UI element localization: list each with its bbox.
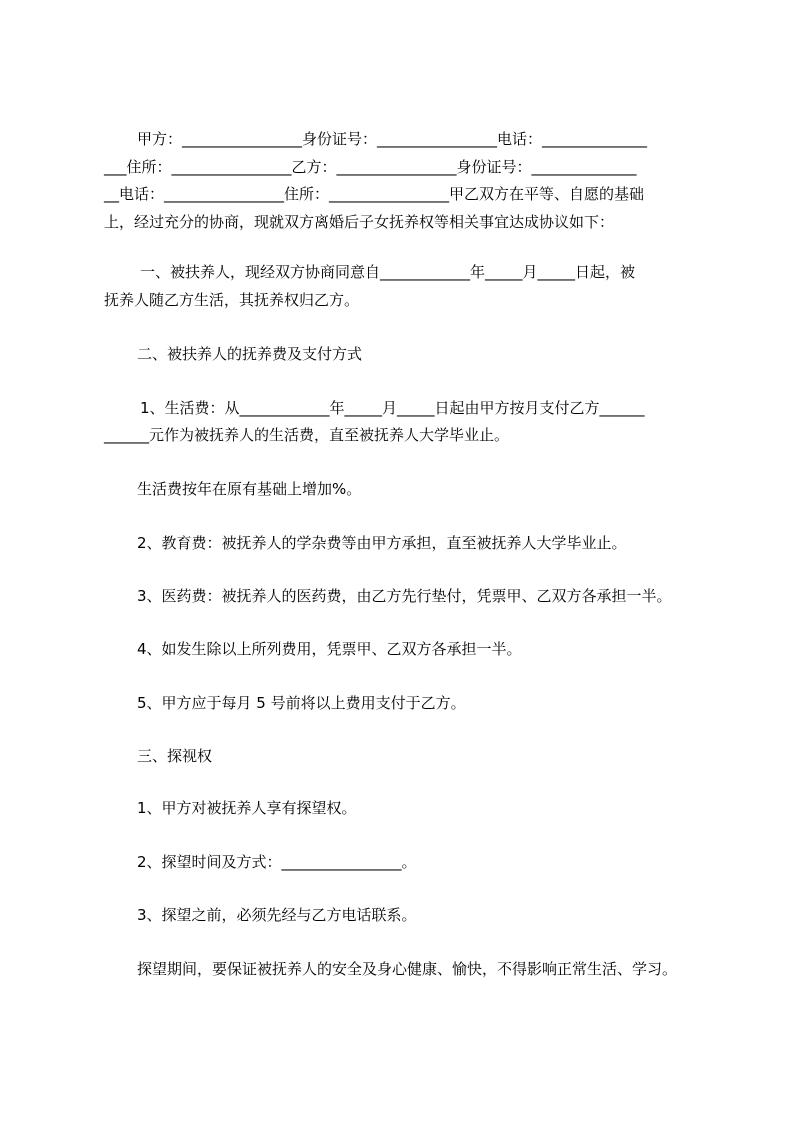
party-a-address-line: ___住所：________________乙方：________________身份证号：______________	[104, 158, 637, 176]
section-3-heading: 三、探视权	[137, 747, 213, 765]
visitation-time: 2、探望时间及方式：________________。	[137, 853, 417, 871]
education-expense: 2、教育费：被抚养人的学杂费等由甲方承担，直至被抚养人大学毕业止。	[137, 534, 627, 552]
other-expense: 4、如发生除以上所列费用，凭票甲、乙双方各承担一半。	[137, 640, 522, 658]
visitation-right: 1、甲方对被抚养人享有探望权。	[137, 799, 357, 817]
party-a-line: 甲方：________________身份证号：________________电话：______________	[137, 130, 648, 148]
party-b-phone-line: __电话：________________住所：________________甲乙双方在平等、自愿的基础	[104, 185, 645, 203]
clause-1-line-2: 抚养人随乙方生活，其抚养权归乙方。	[104, 291, 360, 309]
living-expense-line-2: ______元作为被抚养人的生活费，直至被抚养人大学毕业止。	[104, 426, 510, 444]
living-expense-line-1: 1、生活费：从____________年_____月_____日起由甲方按月支付乙方______	[140, 399, 645, 417]
living-expense-increase: 生活费按年在原有基础上增加%。	[137, 480, 362, 498]
preamble-line: 上，经过充分的协商，现就双方离婚后子女抚养权等相关事宜达成协议如下：	[104, 213, 615, 231]
visitation-conduct: 探望期间，要保证被抚养人的安全及身心健康、愉快，不得影响正常生活、学习。	[137, 960, 678, 978]
medical-expense: 3、医药费：被抚养人的医药费，由乙方先行垫付，凭票甲、乙双方各承担一半。	[137, 587, 672, 605]
payment-date: 5、甲方应于每月 5 号前将以上费用支付于乙方。	[137, 694, 466, 712]
clause-1-line-1: 一、被扶养人，现经双方协商同意自____________年_____月_____日起，被	[140, 263, 636, 281]
section-2-heading: 二、被扶养人的抚养费及支付方式	[137, 345, 363, 363]
visitation-contact: 3、探望之前，必须先经与乙方电话联系。	[137, 906, 417, 924]
